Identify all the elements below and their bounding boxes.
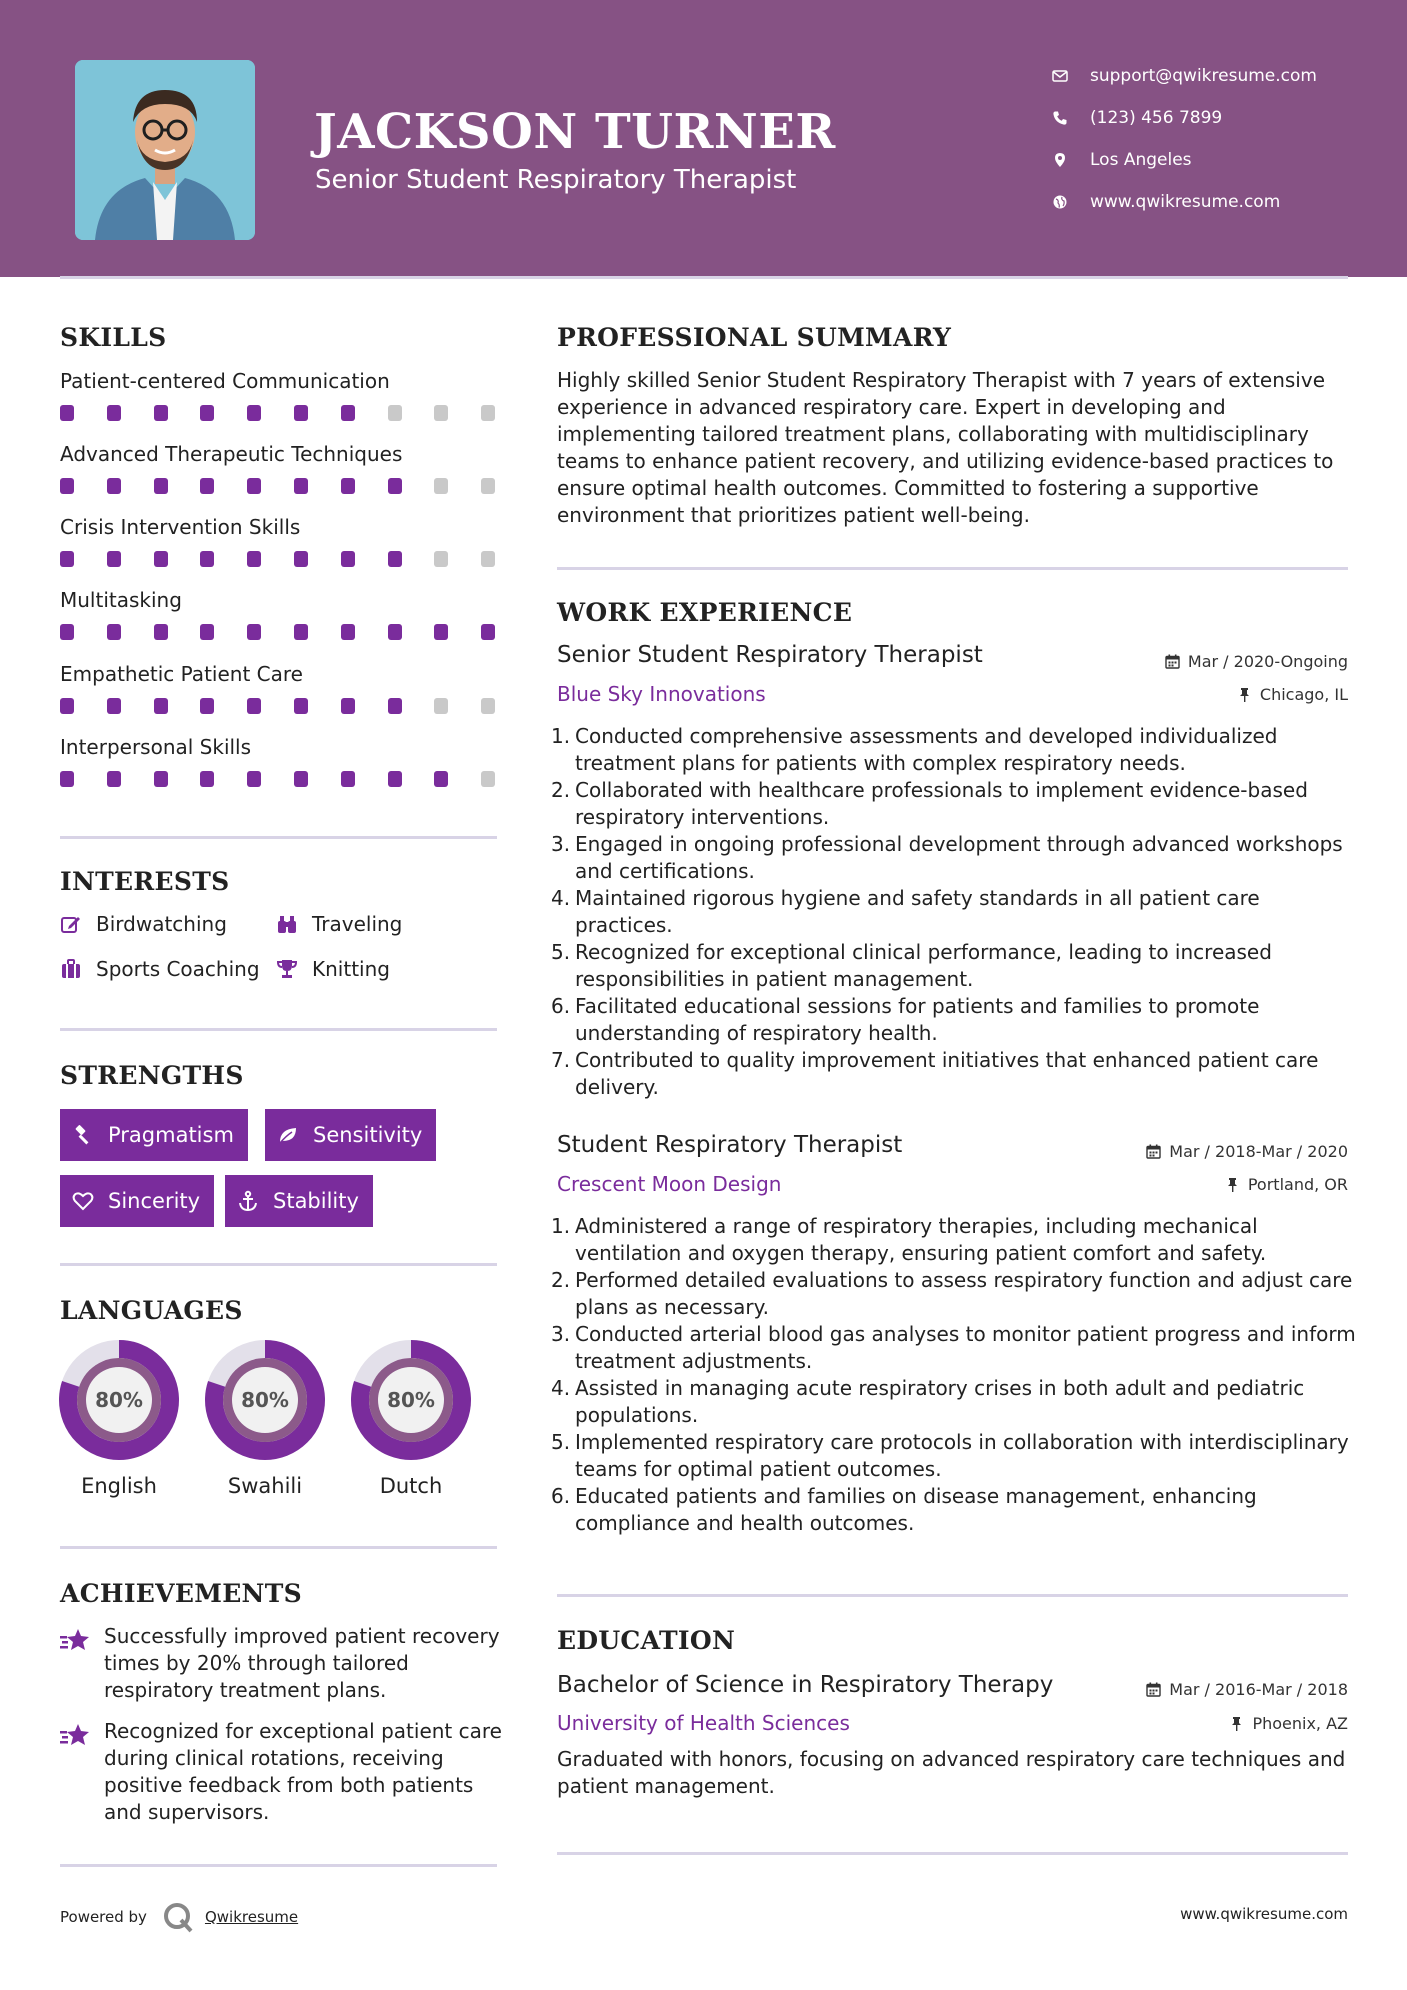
rating-dot-filled — [247, 771, 261, 787]
bullet-text: Facilitated educational sessions for patients and families to promote understanding of respiratory health. — [575, 994, 1260, 1045]
strength-label: Sincerity — [108, 1189, 201, 1213]
rating-dot-filled — [341, 698, 355, 714]
rating-dot-filled — [200, 624, 214, 640]
powered-by — [60, 1900, 298, 1934]
phone-icon — [1050, 110, 1090, 126]
interest-label: Knitting — [312, 957, 390, 981]
rating-dot-filled — [294, 478, 308, 494]
bullet-text: Maintained rigorous hygiene and safety standards in all patient care practices. — [575, 886, 1260, 937]
list-item: 2. Collaborated with healthcare professionals to implement evidence-based respiratory interventions. — [551, 778, 1308, 829]
bullet-text: Performed detailed evaluations to assess respiratory function and adjust care plans as necessary. — [575, 1268, 1353, 1319]
section-divider — [60, 1028, 497, 1031]
achievement-text: Successfully improved patient recovery times by 20% through tailored respiratory treatment plans. — [104, 1624, 500, 1702]
summary-text: Highly skilled Senior Student Respiratory Therapist with 7 years of extensive experience in advanced respiratory care. Expert in developing and implementing tailored treatment plans, collaborating with multidisciplinary teams to enhance patient recovery, and utilizing evidence-based practices to ensure optimal health outcomes. Committed to fostering a supportive environment that prioritizes patient well-being. — [557, 368, 1334, 527]
powered-by-label: Powered by — [60, 1908, 147, 1926]
contact-list — [1050, 55, 1317, 223]
rating-dot-filled — [434, 624, 448, 640]
rating-dot-filled — [247, 624, 261, 640]
contact-phone[interactable] — [1050, 97, 1317, 139]
contact-website-text: www.qwikresume.com — [1090, 192, 1281, 212]
contact-website[interactable] — [1050, 181, 1317, 223]
interest-label: Traveling — [312, 912, 403, 936]
language-percent: 80% — [95, 1388, 143, 1412]
rating-dot-filled — [388, 624, 402, 640]
interest-item — [276, 912, 402, 936]
job-location — [1237, 685, 1348, 704]
profile-photo — [75, 60, 255, 240]
candidate-title: Senior Student Respiratory Therapist — [315, 165, 797, 195]
rating-dot-filled — [154, 771, 168, 787]
strength-tag — [265, 1109, 436, 1161]
suitcase-icon — [60, 958, 96, 980]
bullet-text: Collaborated with healthcare professionals to implement evidence-based respiratory interventions. — [575, 778, 1308, 829]
rating-dot-filled — [107, 478, 121, 494]
contact-email[interactable] — [1050, 55, 1317, 97]
education-description: Graduated with honors, focusing on advanced respiratory care techniques and patient management. — [557, 1747, 1346, 1798]
language-percent: 80% — [241, 1388, 289, 1412]
list-item: 3. Engaged in ongoing professional development through advanced workshops and certifications. — [551, 832, 1343, 883]
strengths-heading: STRENGTHS — [60, 1061, 244, 1090]
calendar-icon — [1146, 1682, 1161, 1697]
rating-dot-filled — [294, 624, 308, 640]
list-item: 4. Maintained rigorous hygiene and safety standards in all patient care practices. — [551, 886, 1260, 937]
skill-item — [60, 515, 497, 571]
rating-dot-filled — [247, 405, 261, 421]
skill-rating — [60, 551, 497, 571]
language-name: Swahili — [227, 1474, 303, 1498]
rating-dot-filled — [60, 698, 74, 714]
section-divider — [557, 1852, 1348, 1855]
pencil-square-icon — [60, 913, 96, 935]
rating-dot-filled — [481, 624, 495, 640]
bullet-text: Assisted in managing acute respiratory crises in both adult and pediatric populations. — [575, 1376, 1305, 1427]
rating-dot-filled — [200, 405, 214, 421]
rating-dot-filled — [341, 405, 355, 421]
skill-item — [60, 369, 497, 425]
skill-rating — [60, 771, 497, 791]
job-dates — [1146, 1142, 1348, 1161]
degree-title: Bachelor of Science in Respiratory Therapy — [557, 1672, 1054, 1698]
list-item: 3. Conducted arterial blood gas analyses to monitor patient progress and inform treatment adjustments. — [551, 1322, 1356, 1373]
rating-dot-filled — [154, 551, 168, 567]
bullet-text: Educated patients and families on disease management, enhancing compliance and health outcomes. — [575, 1484, 1257, 1535]
interest-item — [60, 957, 260, 981]
rating-dot-filled — [200, 698, 214, 714]
rating-dot-filled — [200, 478, 214, 494]
interests-heading: INTERESTS — [60, 867, 230, 896]
section-divider — [557, 567, 1348, 570]
language-percent: 80% — [387, 1388, 435, 1412]
company-name: Blue Sky Innovations — [557, 682, 766, 706]
rating-dot-empty — [434, 551, 448, 567]
rating-dot-filled — [434, 771, 448, 787]
skill-item — [60, 735, 497, 791]
rating-dot-filled — [294, 698, 308, 714]
section-divider — [60, 1864, 497, 1867]
rating-dot-filled — [247, 551, 261, 567]
map-pin-icon — [1050, 152, 1090, 168]
rating-dot-empty — [481, 698, 495, 714]
rating-dot-empty — [388, 405, 402, 421]
job-title: Student Respiratory Therapist — [557, 1132, 903, 1158]
bullet-text: Administered a range of respiratory therapies, including mechanical ventilation and oxygen therapy, ensuring patient comfort and safety. — [575, 1214, 1267, 1265]
language-item — [58, 1339, 180, 1498]
rating-dot-empty — [434, 698, 448, 714]
candidate-name: JACKSON TURNER — [314, 104, 836, 160]
star-badge-icon — [60, 1627, 92, 1653]
education-heading: EDUCATION — [557, 1626, 736, 1655]
rating-dot-filled — [294, 771, 308, 787]
trophy-icon — [276, 958, 312, 980]
strength-tag — [225, 1175, 373, 1227]
bullet-text: Recognized for exceptional clinical performance, leading to increased responsibilities in patient management. — [575, 940, 1272, 991]
rating-dot-filled — [388, 771, 402, 787]
heart-icon — [72, 1190, 108, 1212]
rating-dot-filled — [60, 478, 74, 494]
rating-dot-filled — [294, 405, 308, 421]
achievement-text: Recognized for exceptional patient care during clinical rotations, receiving positive feedback from both patients and supervisors. — [104, 1719, 502, 1824]
rating-dot-filled — [247, 698, 261, 714]
skill-rating — [60, 698, 497, 718]
rating-dot-filled — [341, 771, 355, 787]
achievements-heading: ACHIEVEMENTS — [60, 1579, 302, 1608]
list-item: 5. Implemented respiratory care protocols in collaboration with interdisciplinary teams for optimal patient outcomes. — [551, 1430, 1349, 1481]
skill-label: Advanced Therapeutic Techniques — [60, 442, 403, 466]
star-badge-icon — [60, 1722, 92, 1748]
skills-heading: SKILLS — [60, 323, 167, 352]
rating-dot-filled — [60, 551, 74, 567]
skill-label: Empathetic Patient Care — [60, 662, 303, 686]
language-item — [350, 1339, 472, 1498]
skill-item — [60, 588, 497, 644]
interest-label: Birdwatching — [96, 912, 227, 936]
interest-item — [276, 957, 390, 981]
job-location-text: Chicago, IL — [1259, 685, 1348, 704]
rating-dot-filled — [200, 551, 214, 567]
rating-dot-filled — [154, 478, 168, 494]
rating-dot-empty — [481, 551, 495, 567]
list-item: 7. Contributed to quality improvement initiatives that enhanced patient care delivery. — [551, 1048, 1319, 1099]
interest-label: Sports Coaching — [96, 957, 260, 981]
calendar-icon — [1146, 1144, 1161, 1159]
list-item: 1. Conducted comprehensive assessments and developed individualized treatment plans for patients with complex respiratory needs. — [551, 724, 1278, 775]
language-name: English — [81, 1474, 157, 1498]
header-divider — [60, 276, 1348, 279]
rating-dot-filled — [341, 478, 355, 494]
interest-item — [60, 912, 227, 936]
education-location — [1229, 1714, 1348, 1733]
rating-dot-filled — [388, 551, 402, 567]
envelope-icon — [1050, 68, 1090, 84]
company-name: Crescent Moon Design — [557, 1172, 782, 1196]
resume-header — [0, 0, 1407, 277]
rating-dot-filled — [60, 405, 74, 421]
job-dates-text: Mar / 2018-Mar / 2020 — [1169, 1142, 1348, 1161]
avatar-illustration — [75, 60, 255, 240]
education-location-text: Phoenix, AZ — [1252, 1714, 1348, 1733]
rating-dot-filled — [154, 624, 168, 640]
rating-dot-filled — [294, 551, 308, 567]
experience-heading: WORK EXPERIENCE — [557, 598, 853, 627]
bullet-text: Implemented respiratory care protocols in collaboration with interdisciplinary teams for optimal patient outcomes. — [575, 1430, 1349, 1481]
rating-dot-empty — [481, 405, 495, 421]
rating-dot-empty — [481, 771, 495, 787]
rating-dot-filled — [341, 624, 355, 640]
binoculars-icon — [276, 913, 312, 935]
section-divider — [60, 836, 497, 839]
contact-email-text: support@qwikresume.com — [1090, 66, 1317, 86]
qwikresume-logo-icon — [161, 1900, 195, 1934]
rating-dot-filled — [107, 405, 121, 421]
bullet-text: Conducted comprehensive assessments and developed individualized treatment plans for patients with complex respiratory needs. — [575, 724, 1278, 775]
skill-rating — [60, 478, 497, 498]
education-dates-text: Mar / 2016-Mar / 2018 — [1169, 1680, 1348, 1699]
rating-dot-empty — [434, 405, 448, 421]
summary-heading: PROFESSIONAL SUMMARY — [557, 323, 952, 352]
job-dates — [1165, 652, 1348, 671]
list-item: 2. Performed detailed evaluations to assess respiratory function and adjust care plans as necessary. — [551, 1268, 1353, 1319]
rating-dot-filled — [388, 478, 402, 494]
contact-phone-text: (123) 456 7899 — [1090, 108, 1223, 128]
rating-dot-filled — [107, 698, 121, 714]
rating-dot-empty — [434, 478, 448, 494]
skill-label: Interpersonal Skills — [60, 735, 252, 759]
job-location-text: Portland, OR — [1247, 1175, 1348, 1194]
contact-location — [1050, 139, 1317, 181]
rating-dot-filled — [154, 405, 168, 421]
job-responsibilities — [551, 723, 1357, 1101]
list-item: 1. Administered a range of respiratory therapies, including mechanical ventilation and oxygen therapy, ensuring patient comfort and safety. — [551, 1214, 1267, 1265]
job-responsibilities — [551, 1213, 1357, 1537]
gavel-icon — [72, 1124, 108, 1146]
pushpin-icon — [1225, 1177, 1240, 1192]
bullet-text: Engaged in ongoing professional development through advanced workshops and certifications. — [575, 832, 1343, 883]
pushpin-icon — [1237, 687, 1252, 702]
rating-dot-filled — [341, 551, 355, 567]
leaf-icon — [277, 1124, 313, 1146]
language-item — [204, 1339, 326, 1498]
bullet-text: Conducted arterial blood gas analyses to monitor patient progress and inform treatment adjustments. — [575, 1322, 1356, 1373]
rating-dot-filled — [107, 771, 121, 787]
skill-rating — [60, 405, 497, 425]
skill-item — [60, 442, 497, 498]
strength-tag — [60, 1175, 214, 1227]
skill-label: Multitasking — [60, 588, 182, 612]
strength-label: Stability — [273, 1189, 359, 1213]
pushpin-icon — [1229, 1716, 1244, 1731]
languages-heading: LANGUAGES — [60, 1296, 243, 1325]
skill-label: Patient-centered Communication — [60, 369, 390, 393]
rating-dot-filled — [60, 624, 74, 640]
strength-label: Pragmatism — [108, 1123, 234, 1147]
skill-rating — [60, 624, 497, 644]
brand-link[interactable]: Qwikresume — [204, 1908, 299, 1926]
list-item: 4. Assisted in managing acute respiratory crises in both adult and pediatric populations. — [551, 1376, 1305, 1427]
rating-dot-filled — [247, 478, 261, 494]
education-dates — [1146, 1680, 1348, 1699]
calendar-icon — [1165, 654, 1180, 669]
school-name: University of Health Sciences — [557, 1711, 850, 1735]
anchor-icon — [237, 1190, 273, 1212]
footer-website[interactable]: www.qwikresume.com — [1180, 1905, 1348, 1923]
rating-dot-filled — [200, 771, 214, 787]
strength-label: Sensitivity — [313, 1123, 423, 1147]
rating-dot-filled — [154, 698, 168, 714]
strength-tag — [60, 1109, 248, 1161]
list-item: 6. Educated patients and families on disease management, enhancing compliance and health outcomes. — [551, 1484, 1257, 1535]
rating-dot-filled — [60, 771, 74, 787]
contact-location-text: Los Angeles — [1090, 150, 1192, 170]
job-title: Senior Student Respiratory Therapist — [557, 642, 983, 668]
skill-label: Crisis Intervention Skills — [60, 515, 301, 539]
job-location — [1225, 1175, 1348, 1194]
list-item: 5. Recognized for exceptional clinical performance, leading to increased responsibilities in patient management. — [551, 940, 1272, 991]
rating-dot-filled — [107, 624, 121, 640]
list-item: 6. Facilitated educational sessions for patients and families to promote understanding of respiratory health. — [551, 994, 1260, 1045]
section-divider — [557, 1594, 1348, 1597]
globe-icon — [1050, 194, 1090, 210]
rating-dot-empty — [481, 478, 495, 494]
bullet-text: Contributed to quality improvement initiatives that enhanced patient care delivery. — [575, 1048, 1319, 1099]
section-divider — [60, 1546, 497, 1549]
skill-item — [60, 662, 497, 718]
section-divider — [60, 1263, 497, 1266]
job-dates-text: Mar / 2020-Ongoing — [1187, 652, 1348, 671]
rating-dot-filled — [107, 551, 121, 567]
rating-dot-filled — [388, 698, 402, 714]
language-name: Dutch — [379, 1474, 443, 1498]
